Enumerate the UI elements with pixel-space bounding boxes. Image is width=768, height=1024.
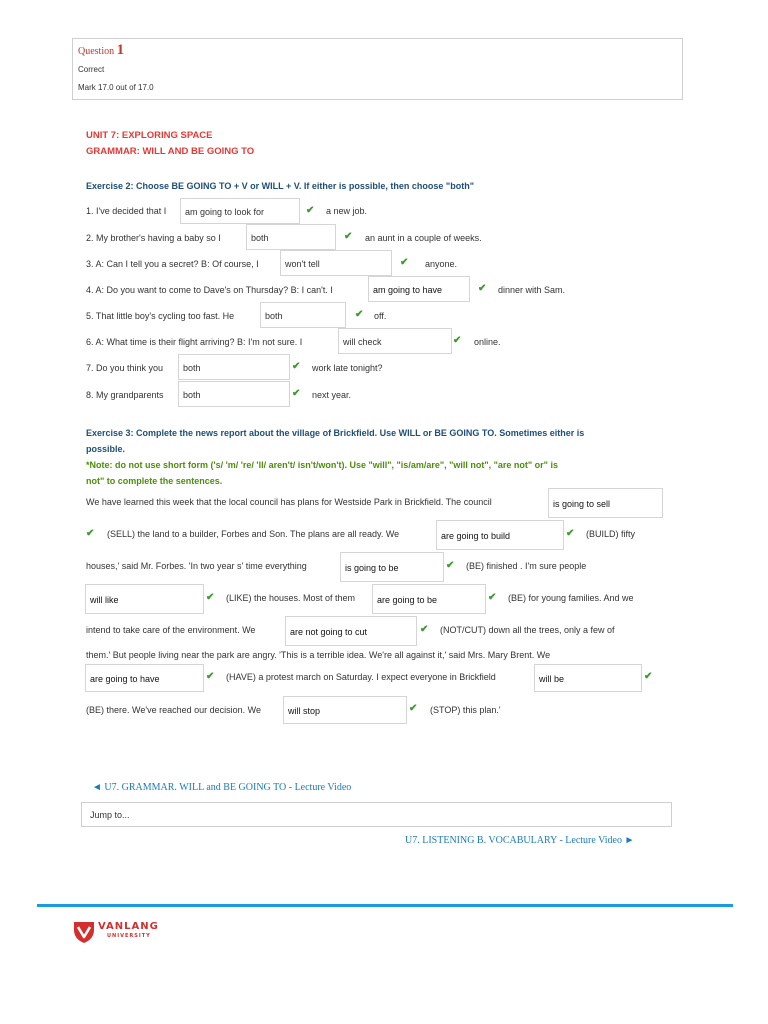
ex3-text-5: (BE) finished . I'm sure people	[466, 561, 587, 571]
ex2-item7-after: work late tonight?	[312, 363, 383, 373]
jump-to-select[interactable]: Jump to...	[81, 802, 672, 827]
ex2-item6-after: online.	[474, 337, 501, 347]
ex2-item4-answer[interactable]: am going to have	[368, 276, 470, 302]
check-icon: ✔	[306, 205, 315, 216]
check-icon: ✔	[355, 309, 364, 320]
ex3-text-1: We have learned this week that the local council has plans for Westside Park in Brickfield. The council	[86, 497, 492, 507]
check-icon: ✔	[292, 361, 301, 372]
ex2-item5-after: off.	[374, 311, 387, 321]
exercise3-heading-line1: Exercise 3: Complete the news report about the village of Brickfield. Use WILL or BE GOING TO. Sometimes either is	[86, 428, 585, 438]
unit-subtitle: GRAMMAR: WILL AND BE GOING TO	[86, 146, 255, 157]
ex3-answer-9[interactable]: will stop	[283, 696, 407, 724]
ex2-item2-before: 2. My brother's having a baby so I	[86, 233, 221, 243]
exercise3-note-line1: *Note: do not use short form ('s/ 'm/ 're/ 'll/ aren't/ isn't/won't). Use "will", "is/am/are", "will not", "are not" or" is	[86, 460, 558, 470]
ex2-item5-before: 5. That little boy's cycling too fast. He	[86, 311, 235, 321]
check-icon: ✔	[344, 231, 353, 242]
ex3-text-7: (BE) for young families. And we	[508, 593, 634, 603]
ex2-item8-after: next year.	[312, 390, 352, 400]
ex3-answer-6[interactable]: are not going to cut	[285, 616, 417, 646]
check-icon: ✔	[206, 592, 215, 603]
ex3-text-2: (SELL) the land to a builder, Forbes and Son. The plans are all ready. We	[107, 529, 400, 539]
ex3-text-11: (HAVE) a protest march on Saturday. I expect everyone in Brickfield	[226, 672, 496, 682]
ex2-item3-before: 3. A: Can I tell you a secret? B: Of course, I	[86, 259, 259, 269]
ex3-text-12: (BE) there. We've reached our decision. We	[86, 705, 261, 715]
ex2-item7-before: 7. Do you think you	[86, 363, 164, 373]
vanlang-logo	[73, 920, 183, 949]
prev-activity-link[interactable]: ◄ U7. GRAMMAR. WILL and BE GOING TO - Lecture Video	[92, 782, 352, 793]
exercise2-heading: Exercise 2: Choose BE GOING TO + V or WILL + V. If either is possible, then choose "both"	[86, 181, 474, 191]
ex2-item1-after: a new job.	[326, 206, 368, 216]
question-state: Correct	[78, 65, 105, 74]
exercise3-heading-line2: possible.	[86, 444, 126, 454]
ex3-answer-2[interactable]: are going to build	[436, 520, 564, 550]
ex3-text-8: intend to take care of the environment. We	[86, 625, 256, 635]
question-info-box	[72, 38, 683, 100]
ex2-item8-answer[interactable]: both	[178, 381, 290, 407]
check-icon: ✔	[409, 703, 418, 714]
check-icon: ✔	[488, 592, 497, 603]
ex3-answer-3[interactable]: is going to be	[340, 552, 444, 582]
check-icon: ✔	[446, 560, 455, 571]
ex3-text-13: (STOP) this plan.'	[430, 705, 501, 715]
logo-sub: UNIVERSITY	[107, 933, 151, 939]
ex2-item6-before: 6. A: What time is their flight arriving? B: I'm not sure. I	[86, 337, 303, 347]
exercise3-note	[86, 457, 666, 489]
ex2-item2-answer[interactable]: both	[246, 224, 336, 250]
ex2-item1-answer[interactable]: am going to look for	[180, 198, 300, 224]
ex2-item1-before: 1. I've decided that I	[86, 206, 167, 216]
check-icon: ✔	[86, 528, 95, 539]
question-title	[78, 42, 124, 59]
check-icon: ✔	[420, 624, 429, 635]
ex2-item3-answer[interactable]: won't tell	[280, 250, 392, 276]
ex2-item5-answer[interactable]: both	[260, 302, 346, 328]
ex2-item7-answer[interactable]: both	[178, 354, 290, 380]
exercise3-note-line2: not" to complete the sentences.	[86, 476, 223, 486]
question-mark: Mark 17.0 out of 17.0	[78, 83, 154, 92]
ex3-text-3: (BUILD) fifty	[586, 529, 636, 539]
ex3-text-6: (LIKE) the houses. Most of them	[226, 593, 356, 603]
ex2-item4-after: dinner with Sam.	[498, 285, 566, 295]
ex2-item4-before: 4. A: Do you want to come to Dave's on Thursday? B: I can't. I	[86, 285, 333, 295]
ex3-text-10: them.' But people living near the park are angry. 'This is a terrible idea. We're all against it,' said Mrs. Mary Brent. We	[86, 650, 551, 660]
check-icon: ✔	[400, 257, 409, 268]
logo-name: VANLANG	[98, 921, 159, 932]
check-icon: ✔	[644, 671, 653, 682]
ex3-answer-5[interactable]: are going to be	[372, 584, 486, 614]
ex3-answer-8[interactable]: will be	[534, 664, 642, 692]
check-icon: ✔	[292, 388, 301, 399]
ex2-item3-after: anyone.	[425, 259, 458, 269]
ex2-item6-answer[interactable]: will check	[338, 328, 452, 354]
check-icon: ✔	[453, 335, 462, 346]
ex3-text-4: houses,' said Mr. Forbes. 'In two year s' time everything	[86, 561, 307, 571]
ex3-text-9: (NOT/CUT) down all the trees, only a few of	[440, 625, 615, 635]
ex3-answer-7[interactable]: are going to have	[85, 664, 204, 692]
question-number: 1	[116, 42, 125, 58]
ex3-answer-4[interactable]: will like	[85, 584, 204, 614]
footer-divider	[37, 904, 733, 907]
check-icon: ✔	[478, 283, 487, 294]
unit-title: UNIT 7: EXPLORING SPACE	[86, 130, 213, 141]
ex3-answer-1[interactable]: is going to sell	[548, 488, 663, 518]
ex2-item8-before: 8. My grandparents	[86, 390, 164, 400]
check-icon: ✔	[566, 528, 575, 539]
next-activity-link[interactable]: U7. LISTENING B. VOCABULARY - Lecture Video ►	[405, 835, 635, 846]
exercise3-heading	[86, 425, 584, 457]
ex2-item2-after: an aunt in a couple of weeks.	[365, 233, 482, 243]
check-icon: ✔	[206, 671, 215, 682]
question-label: Question	[78, 46, 115, 57]
